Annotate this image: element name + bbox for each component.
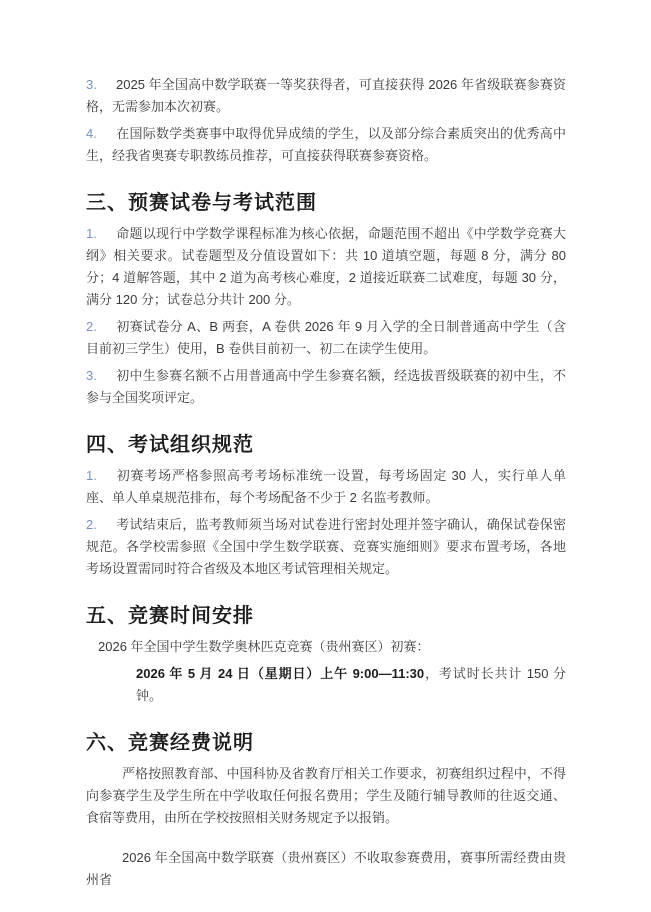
exam-duration: ，考试时长共计 150 分钟。 xyxy=(136,666,566,703)
s4-item-2 xyxy=(86,514,566,580)
s3-item-3 xyxy=(86,365,566,409)
list-number: 2. xyxy=(86,319,97,334)
list-number: 3. xyxy=(86,77,97,92)
s3-item-1 xyxy=(86,223,566,311)
fees-paragraph-1: 严格按照教育部、中国科协及省教育厅相关工作要求，初赛组织过程中，不得向参赛学生及学生所在中学收取任何报名费用；学生及随行辅导教师的往返交通、食宿等费用，由所在学校按照相关财务规定予以报销。 xyxy=(86,766,566,825)
leading-item-3 xyxy=(86,74,566,118)
list-number: 1. xyxy=(86,226,97,241)
list-number: 3. xyxy=(86,368,97,383)
s4-item-2-text: 考试结束后，监考教师须当场对试卷进行密封处理并签字确认，确保试卷保密规范。各学校需参照《全国中学生数学联赛、竞赛实施细则》要求布置考场，各地考场设置需同时符合省级及本地区考试管理相关规定。 xyxy=(86,517,566,576)
schedule-intro: 2026 年全国中学生数学奥林匹克竞赛（贵州赛区）初赛： xyxy=(98,639,430,654)
section-heading-fees: 六、竞赛经费说明 xyxy=(86,732,254,754)
list-number: 1. xyxy=(86,468,97,483)
leading-item-3-text: 2025 年全国高中数学联赛一等奖获得者，可直接获得 2026 年省级联赛参赛资格，无需参加本次初赛。 xyxy=(86,77,566,114)
s4-item-1 xyxy=(86,465,566,509)
leading-item-4-text: 在国际数学类赛事中取得优异成绩的学生，以及部分综合素质突出的优秀高中生，经我省奥赛专职教练员推荐，可直接获得联赛参赛资格。 xyxy=(86,126,566,163)
section-heading-exam-scope: 三、预赛试卷与考试范围 xyxy=(86,192,317,214)
exam-datetime: 2026 年 5 月 24 日（星期日）上午 9:00—11:30 xyxy=(136,666,425,681)
list-number: 4. xyxy=(86,126,97,141)
section-heading-schedule: 五、竞赛时间安排 xyxy=(86,605,254,627)
section-heading-exam-organization: 四、考试组织规范 xyxy=(86,434,254,456)
schedule-date-line xyxy=(86,663,566,707)
s3-item-3-text: 初中生参赛名额不占用普通高中学生参赛名额，经选拔晋级联赛的初中生，不参与全国奖项评定。 xyxy=(86,368,566,405)
s4-item-1-text: 初赛考场严格参照高考考场标准统一设置，每考场固定 30 人，实行单人单座、单人单桌规范排布，每个考场配备不少于 2 名监考教师。 xyxy=(86,468,566,505)
s3-item-1-text: 命题以现行中学数学课程标准为核心依据，命题范围不超出《中学数学竞赛大纲》相关要求。试卷题型及分值设置如下：共 10 道填空题，每题 8 分，满分 80 分；4 道解答题，其中 2 道为高考核心难度，2 道接近联赛二试难度，每题 30 分，满分 120 分；试卷总分共计 200 分。 xyxy=(86,226,566,307)
s3-item-2-text: 初赛试卷分 A、B 两套，A 卷供 2026 年 9 月入学的全日制普通高中学生（含目前初三学生）使用，B 卷供目前初一、初二在读学生使用。 xyxy=(86,319,566,356)
fees-paragraph-2: 2026 年全国高中数学联赛（贵州赛区）不收取参赛费用，赛事所需经费由贵州省 xyxy=(86,850,566,887)
list-number: 2. xyxy=(86,517,97,532)
leading-item-4 xyxy=(86,123,566,167)
s3-item-2 xyxy=(86,316,566,360)
